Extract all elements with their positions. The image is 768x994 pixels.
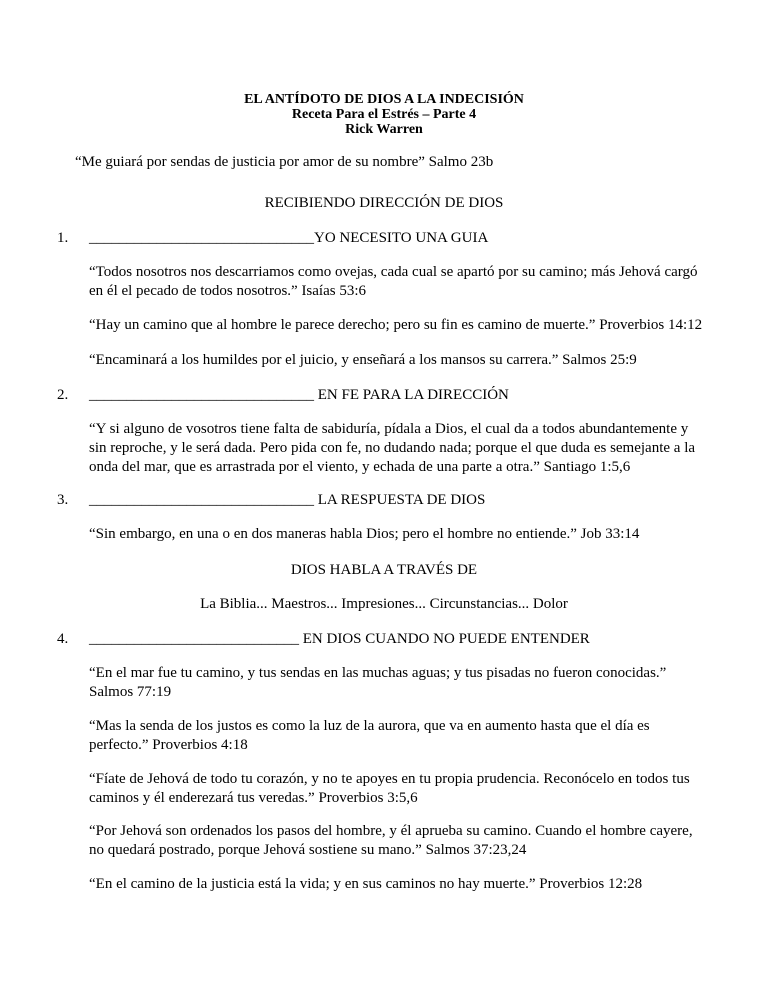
- god-speaks-heading: DIOS HABLA A TRAVÉS DE: [290, 562, 478, 578]
- scripture-quote: “Hay un camino que al hombre le parece derecho; pero su fin es camino de muerte.” Proverbios 14:12: [89, 317, 703, 333]
- scripture-quote: “Encaminará a los humildes por el juicio, y enseñará a los mansos su carrera.” Salmos 25:9: [89, 352, 637, 368]
- point-fill-in-line: ______________________________ EN FE PARA LA DIRECCIÓN: [89, 387, 509, 403]
- god-speaks-list: La Biblia... Maestros... Impresiones... Circunstancias... Dolor: [200, 596, 568, 612]
- intro-quote: “Me guiará por sendas de justicia por amor de su nombre” Salmo 23b: [75, 154, 494, 170]
- point-fill-in-line: ____________________________ EN DIOS CUANDO NO PUEDE ENTENDER: [89, 631, 590, 647]
- scripture-quote: “Fíate de Jehová de todo tu corazón, y no te apoyes en tu propia prudencia. Reconócelo en todos tus caminos y él enderezará tus veredas.” Proverbios 3:5,6: [89, 771, 690, 806]
- point-number: 1.: [57, 230, 69, 246]
- point-number: 4.: [57, 631, 69, 647]
- scripture-quote: “Todos nosotros nos descarriamos como ovejas, cada cual se apartó por su camino; más Jehová cargó en él el pecado de todos nosotros.” Isaías 53:6: [89, 264, 698, 299]
- document-author: Rick Warren: [345, 122, 423, 137]
- document-title: EL ANTÍDOTO DE DIOS A LA INDECISIÓN: [244, 92, 524, 107]
- point-fill-in-line: ______________________________ LA RESPUESTA DE DIOS: [89, 492, 486, 508]
- scripture-quote: “Sin embargo, en una o en dos maneras habla Dios; pero el hombre no entiende.” Job 33:14: [89, 526, 640, 542]
- point-number: 2.: [57, 387, 69, 403]
- scripture-quote: “En el mar fue tu camino, y tus sendas en las muchas aguas; y tus pisadas no fueron conocidas.” Salmos 77:19: [89, 665, 667, 700]
- scripture-quote: “Y si alguno de vosotros tiene falta de sabiduría, pídala a Dios, el cual da a todos abundantemente y sin reproche, y le será dada. Pero pida con fe, no dudando nada; porque el que duda es semejante a la onda del mar, que es arrastrada por el viento, y echada de una parte a otra.” Santiago 1:5,6: [89, 421, 696, 475]
- point-number: 3.: [57, 492, 69, 508]
- scripture-quote: “Mas la senda de los justos es como la luz de la aurora, que va en aumento hasta que el día es perfecto.” Proverbios 4:18: [89, 718, 650, 753]
- document-subtitle: Receta Para el Estrés – Parte 4: [291, 107, 477, 122]
- section-heading: RECIBIENDO DIRECCIÓN DE DIOS: [264, 195, 504, 211]
- scripture-quote: “En el camino de la justicia está la vida; y en sus caminos no hay muerte.” Proverbios 12:28: [89, 876, 643, 892]
- scripture-quote: “Por Jehová son ordenados los pasos del hombre, y él aprueba su camino. Cuando el hombre cayere, no quedará postrado, porque Jehová sostiene su mano.” Salmos 37:23,24: [89, 823, 693, 858]
- point-fill-in-line: ______________________________YO NECESITO UNA GUIA: [89, 230, 489, 246]
